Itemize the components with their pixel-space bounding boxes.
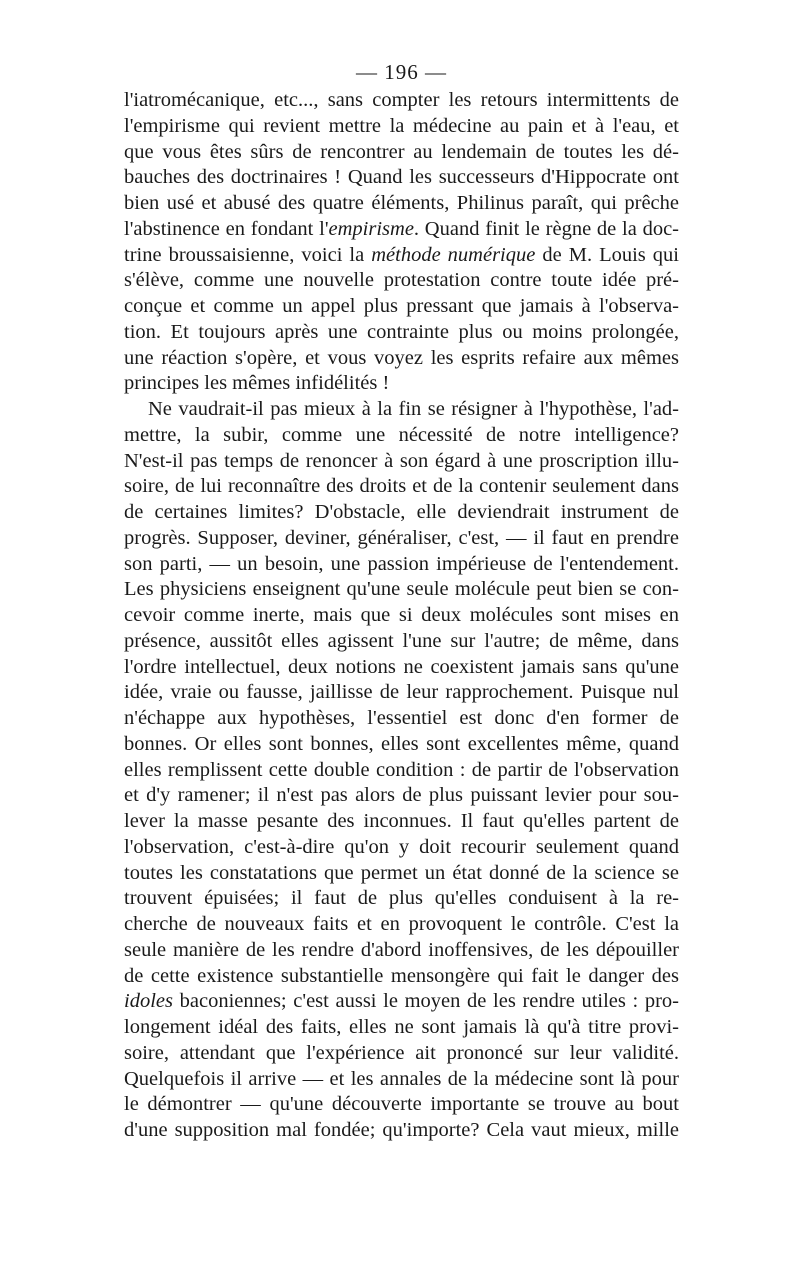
text-line	[124, 1041, 679, 1067]
text-line	[124, 680, 679, 706]
text-line	[124, 912, 679, 938]
text-run: n'échappe aux hypothèses, l'essentiel est donc d'en former de	[124, 707, 679, 729]
text-line	[124, 1092, 679, 1118]
text-run: d'une supposition mal fondée; qu'importe? Cela vaut mieux, mille	[124, 1119, 679, 1141]
text-run: idée, vraie ou fausse, jaillisse de leur rapprochement. Puisque nul	[124, 681, 679, 704]
text-run: l'empirisme qui revient mettre la médecine au pain et à l'eau, et	[124, 114, 679, 137]
text-line	[124, 88, 679, 114]
text-run: Ne vaudrait-il pas mieux à la fin se résigner à l'hypothèse, l'ad-	[148, 398, 679, 420]
text-line	[124, 371, 679, 397]
text-run: soire, attendant que l'expérience ait prononcé sur leur validité.	[124, 1041, 679, 1064]
page-number: — 196 —	[356, 60, 447, 84]
text-line	[124, 243, 679, 269]
text-line	[124, 346, 679, 372]
text-run: son parti, — un besoin, une passion impérieuse de l'entendement.	[124, 552, 679, 575]
text-run: toutes les constatations que permet un état donné de la science se	[124, 861, 679, 884]
text-run: elles remplissent cette double condition : de partir de l'observation	[124, 758, 679, 781]
text-line	[124, 1015, 679, 1041]
text-line	[124, 1067, 679, 1093]
text-run: mettre, la subir, comme une nécessité de notre intelligence?	[124, 423, 679, 446]
text-line	[124, 938, 679, 964]
text-line	[124, 191, 679, 217]
text-run: principes les mêmes infidélités !	[124, 372, 390, 395]
text-run: Quelquefois il arrive — et les annales de la médecine sont là pour	[124, 1067, 679, 1090]
text-run: Les physiciens enseignent qu'une seule molécule peut bien se con-	[124, 578, 679, 601]
text-run: trouvent épuisées; il faut de plus qu'elles conduisent à la re-	[124, 887, 679, 910]
text-line	[124, 732, 679, 758]
text-run: progrès. Supposer, deviner, généraliser, c'est, — il faut en prendre	[124, 526, 679, 549]
text-line	[124, 114, 679, 140]
text-run: et d'y ramener; il n'est pas alors de plus puissant levier pour sou-	[124, 784, 679, 807]
text-run: N'est-il pas temps de renoncer à son égard à une proscription illu-	[124, 449, 679, 472]
text-run: l'ordre intellectuel, deux notions ne coexistent jamais sans qu'une	[124, 655, 679, 678]
text-run: cherche de nouveaux faits et en provoquent le contrôle. C'est la	[124, 913, 679, 935]
text-run: longement idéal des faits, elles ne sont jamais là qu'à titre provi-	[124, 1016, 679, 1038]
text-run: cevoir comme inerte, mais que si deux molécules sont mises en	[124, 604, 679, 626]
text-run: s'élève, comme une nouvelle protestation contre toute idée pré-	[124, 269, 679, 292]
text-line	[124, 577, 679, 603]
text-run: seule manière de les rendre d'abord inoffensives, de les dépouiller	[124, 938, 679, 961]
text-line	[124, 783, 679, 809]
text-line	[124, 474, 679, 500]
text-run: l'observation, c'est-à-dire qu'on y doit recourir seulement quand	[124, 835, 679, 858]
text-run: . Quand finit le règne de la doc-	[413, 217, 679, 240]
text-run: que vous êtes sûrs de rencontrer au lendemain de toutes les dé-	[124, 140, 679, 163]
text-line	[124, 809, 679, 835]
text-run: conçue et comme un appel plus pressant que jamais à l'observa-	[124, 295, 679, 317]
text-line	[124, 500, 679, 526]
text-run: bonnes. Or elles sont bonnes, elles sont excellentes même, quand	[124, 732, 679, 755]
text-run: bauches des doctrinaires ! Quand les successeurs d'Hippocrate ont	[124, 166, 679, 189]
text-run: l'abstinence en fondant l'	[124, 217, 329, 240]
text-line	[124, 552, 679, 578]
text-run: l'iatromécanique, etc..., sans compter les retours intermittents de	[124, 89, 679, 111]
text-line	[124, 526, 679, 552]
text-run: bien usé et abusé des quatre éléments, Philinus paraît, qui prêche	[124, 192, 679, 214]
paragraph	[124, 88, 679, 397]
text-line	[124, 886, 679, 912]
text-run: lever la masse pesante des inconnues. Il faut qu'elles partent de	[124, 810, 679, 832]
text-line	[124, 989, 679, 1015]
text-line	[124, 758, 679, 784]
text-line	[124, 835, 679, 861]
text-run: le démontrer — qu'une découverte importante se trouve au bout	[124, 1093, 679, 1116]
text-line	[124, 140, 679, 166]
text-body	[124, 88, 679, 1144]
text-line	[124, 423, 679, 449]
text-run: tion. Et toujours après une contrainte plus ou moins prolongée,	[124, 320, 679, 343]
text-line	[124, 655, 679, 681]
text-line	[124, 964, 679, 990]
text-line	[124, 397, 679, 423]
text-line	[124, 217, 679, 243]
text-line	[124, 268, 679, 294]
text-line	[124, 861, 679, 887]
text-line	[124, 165, 679, 191]
text-line	[124, 449, 679, 475]
text-run: de cette existence substantielle mensongère qui fait le danger des	[124, 964, 679, 987]
text-run: trine broussaisienne, voici la	[124, 243, 372, 266]
text-run: baconiennes; c'est aussi le moyen de les rendre utiles : pro-	[172, 990, 679, 1013]
text-run: une réaction s'opère, et vous voyez les esprits refaire aux mêmes	[124, 346, 679, 369]
text-line	[124, 294, 679, 320]
italic-term: idoles	[124, 990, 173, 1013]
text-run: présence, aussitôt elles agissent l'une sur l'autre; de même, dans	[124, 629, 679, 652]
italic-term: méthode numérique	[371, 243, 536, 266]
text-run: soire, de lui reconnaître des droits et de la contenir seulement dans	[124, 475, 679, 498]
text-line	[124, 603, 679, 629]
book-page	[124, 58, 679, 1144]
text-line	[124, 320, 679, 346]
text-run: de M. Louis qui	[535, 243, 679, 266]
italic-term: empirisme	[328, 217, 414, 240]
text-run: de certaines limites? D'obstacle, elle deviendrait instrument de	[124, 501, 679, 523]
text-line	[124, 629, 679, 655]
paragraph	[124, 397, 679, 1144]
text-line	[124, 1118, 679, 1144]
text-line	[124, 706, 679, 732]
